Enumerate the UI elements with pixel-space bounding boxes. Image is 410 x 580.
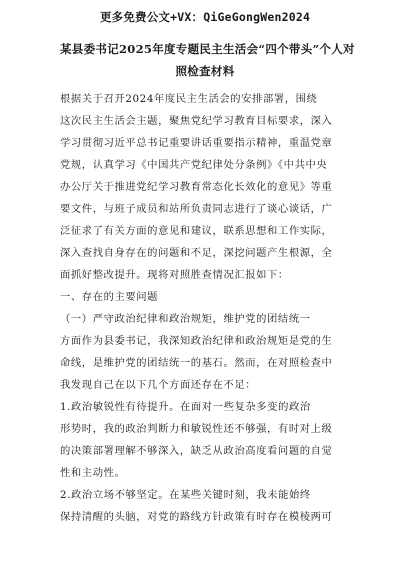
document-title bbox=[60, 38, 355, 82]
document-title-line-2: 照检查材料 bbox=[175, 64, 235, 78]
text-line: 方面作为县委书记，我深知政治纪律和政治规矩是党的生 bbox=[60, 335, 333, 347]
text-line: 要文件，与班子成员和站所负责同志进行了谈心谈话，广 bbox=[60, 203, 333, 215]
text-line: 的决策部署理解不够深入，缺乏从政治高度看问题的自觉 bbox=[60, 445, 333, 457]
text-line: 办公厅关于推进党纪学习教育常态化长效化的意见》等重 bbox=[60, 181, 333, 193]
text-line: 根据关于召开2024年度民主生活会的安排部署，围绕 bbox=[60, 93, 318, 105]
intro-paragraph bbox=[60, 88, 350, 286]
text-line: 性和主动性。 bbox=[60, 467, 126, 479]
text-line: 命线，是维护党的团结统一的基石。然而，在对照检查中 bbox=[60, 357, 333, 369]
text-line: 1.政治敏锐性有待提升。在面对一些复杂多变的政治 bbox=[60, 401, 311, 413]
text-line: 学习贯彻习近平总书记重要讲话重要指示精神，重温党章 bbox=[60, 137, 333, 149]
promo-banner: 更多免费公文+VX：QiGeGongWen2024 bbox=[99, 10, 311, 24]
text-line: 这次民主生活会主题，聚焦党纪学习教育目标要求，深入 bbox=[60, 115, 333, 127]
point-paragraph-1 bbox=[60, 396, 350, 484]
text-line: （一）严守政治纪律和政治规矩，维护党的团结统一 bbox=[60, 313, 311, 325]
text-line: 深入查找自身存在的问题和不足，深挖问题产生根源，全 bbox=[60, 247, 333, 259]
document-title-line-1: 某县委书记2025年度专题民主生活会“四个带头”个人对 bbox=[60, 42, 355, 56]
text-line: 我发现自己在以下几个方面还存在不足： bbox=[60, 379, 257, 391]
section-heading: 一、存在的主要问题 bbox=[60, 291, 159, 303]
text-line: 党规，认真学习《中国共产党纪律处分条例》《中共中央 bbox=[60, 159, 328, 171]
text-line: 形势时，我的政治判断力和敏锐性还不够强，有时对上级 bbox=[60, 423, 333, 435]
point-paragraph-2 bbox=[60, 484, 350, 528]
text-line: 保持清醒的头脑，对党的路线方针政策有时存在模棱两可 bbox=[60, 511, 333, 523]
text-line: 泛征求了有关方面的意见和建议，联系思想和工作实际， bbox=[60, 225, 333, 237]
item-paragraph bbox=[60, 308, 350, 396]
document-body bbox=[60, 88, 350, 528]
text-line: 2.政治立场不够坚定。在某些关键时刻，我未能始终 bbox=[60, 489, 311, 501]
text-line: 面抓好整改提升。现将对照胜查情况汇报如下： bbox=[60, 269, 289, 281]
